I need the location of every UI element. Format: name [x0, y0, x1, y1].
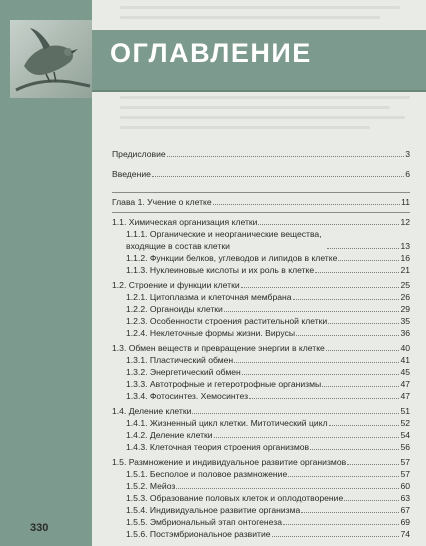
heading-underline	[92, 90, 426, 92]
toc-entry-page: 11	[401, 197, 410, 207]
toc-entry-page: 36	[400, 328, 410, 338]
toc-entry-label: 1.2.2. Органоиды клетки	[126, 304, 223, 314]
toc-subsection[interactable]	[112, 441, 410, 453]
toc-entry-label: 1.1.2. Функции белков, углеводов и липидов в клетке	[126, 253, 338, 263]
toc-subsection[interactable]	[112, 303, 410, 315]
toc-section[interactable]	[112, 342, 410, 354]
toc-entry-label: 1.5.5. Эмбриональный этап онтогенеза	[126, 517, 282, 527]
toc-entry-page: 67	[400, 505, 410, 515]
dot-leader	[293, 298, 400, 300]
dot-leader	[296, 334, 399, 336]
toc-subsection[interactable]	[112, 480, 410, 492]
dot-leader	[322, 385, 399, 387]
toc-chapter[interactable]	[112, 196, 410, 208]
toc-subsection[interactable]	[112, 516, 410, 528]
toc-entry-page: 54	[400, 430, 410, 440]
bleed-line	[120, 106, 390, 109]
toc-entry-page: 21	[400, 265, 410, 275]
toc-entry-page: 26	[400, 292, 410, 302]
toc-subsection[interactable]	[112, 468, 410, 480]
toc-entry-page: 45	[400, 367, 410, 377]
toc-entry-page: 47	[400, 391, 410, 401]
toc-entry-label: 1.5.4. Индивидуальное развитие организма	[126, 505, 301, 515]
toc-entry-label: 1.1.1. Органические и неорганические вещества, входящие в состав клетки	[126, 229, 322, 251]
dot-leader	[258, 223, 399, 225]
toc-entry-page: 56	[400, 442, 410, 452]
toc-subsection[interactable]	[112, 354, 410, 366]
toc-section[interactable]	[112, 216, 410, 228]
dot-leader	[310, 448, 399, 450]
dot-leader	[283, 523, 399, 525]
toc-entry-page: 6	[405, 169, 410, 179]
bleed-line	[120, 126, 370, 129]
spacer	[112, 160, 410, 168]
toc-entry-label: 1.3.1. Пластический обмен	[126, 355, 234, 365]
toc-entry-label: 1.4.1. Жизненный цикл клетки. Митотический цикл	[126, 418, 328, 428]
dot-leader	[328, 322, 399, 324]
bleed-line	[120, 116, 405, 119]
divider	[112, 192, 410, 193]
toc-entry-label: 1.5.1. Бесполое и половое размножение	[126, 469, 288, 479]
dot-leader	[315, 271, 399, 273]
toc-entry-page: 13	[400, 241, 410, 251]
toc-entry-page: 51	[400, 406, 410, 416]
toc-entry-label: 1.2.3. Особенности строения растительной клетки	[126, 316, 328, 326]
toc-entry-page: 52	[400, 418, 410, 428]
dot-leader	[326, 349, 400, 351]
bleed-line	[120, 16, 380, 19]
dot-leader	[176, 487, 399, 489]
toc-entry-label: 1.1.3. Нуклеиновые кислоты и их роль в клетке	[126, 265, 315, 275]
bird-photo	[10, 20, 92, 98]
toc-section[interactable]	[112, 279, 410, 291]
toc-entry-page: 63	[400, 493, 410, 503]
dot-leader	[214, 436, 400, 438]
toc-entry-page: 12	[400, 217, 410, 227]
toc-entry-label: Глава 1. Учение о клетке	[112, 197, 212, 207]
toc-entry-page: 57	[400, 457, 410, 467]
dot-leader	[167, 155, 405, 157]
toc-entry-label: 1.2. Строение и функции клетки	[112, 280, 240, 290]
toc-entry-label: 1.5.2. Мейоз	[126, 481, 176, 491]
toc-entry-label: 1.5.6. Постэмбриональное развитие	[126, 529, 271, 539]
toc-entry-page: 57	[400, 469, 410, 479]
toc-subsection[interactable]	[112, 291, 410, 303]
dot-leader	[234, 361, 399, 363]
toc-entry[interactable]	[112, 168, 410, 180]
dot-leader	[288, 475, 399, 477]
page-title: ОГЛАВЛЕНИЕ	[110, 38, 312, 68]
toc-entry-label: 1.3.4. Фотосинтез. Хемосинтез	[126, 391, 249, 401]
toc-subsection[interactable]	[112, 366, 410, 378]
toc-entry-page: 3	[405, 149, 410, 159]
dot-leader	[152, 175, 404, 177]
toc-entry-page: 47	[400, 379, 410, 389]
dot-leader	[347, 463, 399, 465]
toc-entry-page: 35	[400, 316, 410, 326]
dot-leader	[344, 499, 399, 501]
toc-subsection[interactable]	[112, 429, 410, 441]
toc-subsection[interactable]	[112, 228, 410, 252]
toc-entry-label: 1.4. Деление клетки	[112, 406, 192, 416]
toc-entry-label: 1.4.3. Клеточная теория строения организмов	[126, 442, 310, 452]
dot-leader	[327, 247, 399, 249]
dot-leader	[224, 310, 400, 312]
toc-entry-page: 41	[400, 355, 410, 365]
toc-entry-label: Предисловие	[112, 149, 166, 159]
dot-leader	[241, 286, 400, 288]
toc-entry-page: 25	[400, 280, 410, 290]
dot-leader	[213, 203, 400, 205]
toc-entries	[112, 216, 410, 540]
toc-entry-label: 1.3. Обмен веществ и превращение энергии в клетке	[112, 343, 325, 353]
toc-entry-page: 69	[400, 517, 410, 527]
toc-entry-label: 1.2.4. Неклеточные формы жизни. Вирусы	[126, 328, 296, 338]
bleed-line	[120, 96, 410, 99]
dot-leader	[249, 397, 399, 399]
toc-entry-label: 1.5.3. Образование половых клеток и оплодотворение	[126, 493, 344, 503]
dot-leader	[272, 535, 400, 537]
toc-entry-page: 60	[400, 481, 410, 491]
toc-entry-label: 1.2.1. Цитоплазма и клеточная мембрана	[126, 292, 292, 302]
toc-subsection[interactable]	[112, 504, 410, 516]
toc-entry-label: 1.3.2. Энергетический обмен	[126, 367, 241, 377]
toc-entry-page: 29	[400, 304, 410, 314]
toc-entry-label: 1.5. Размножение и индивидуальное развитие организмов	[112, 457, 347, 467]
toc-subsection[interactable]	[112, 315, 410, 327]
toc-section[interactable]	[112, 405, 410, 417]
toc-subsection[interactable]	[112, 417, 410, 429]
toc-entry-label: 1.4.2. Деление клетки	[126, 430, 213, 440]
toc-entry-label: Введение	[112, 169, 151, 179]
dot-leader	[301, 511, 399, 513]
dot-leader	[329, 424, 400, 426]
toc-subsection[interactable]	[112, 390, 410, 402]
table-of-contents	[112, 148, 410, 540]
toc-subsection[interactable]	[112, 327, 410, 339]
toc-entry-label: 1.3.3. Автотрофные и гетеротрофные организмы	[126, 379, 322, 389]
toc-entry-page: 40	[400, 343, 410, 353]
toc-entry-page: 16	[400, 253, 410, 263]
toc-subsection[interactable]	[112, 252, 410, 264]
dot-leader	[242, 373, 400, 375]
toc-entry[interactable]	[112, 148, 410, 160]
toc-entry-label: 1.1. Химическая организация клетки	[112, 217, 258, 227]
bird-icon	[10, 20, 92, 98]
toc-subsection[interactable]	[112, 378, 410, 390]
bleed-line	[120, 6, 400, 9]
toc-subsection[interactable]	[112, 264, 410, 276]
toc-subsection[interactable]	[112, 492, 410, 504]
toc-entry-page: 74	[400, 529, 410, 539]
toc-section[interactable]	[112, 456, 410, 468]
dot-leader	[192, 412, 399, 414]
page-number: 330	[30, 522, 49, 534]
divider	[112, 212, 410, 213]
dot-leader	[338, 259, 399, 261]
toc-subsection[interactable]	[112, 528, 410, 540]
